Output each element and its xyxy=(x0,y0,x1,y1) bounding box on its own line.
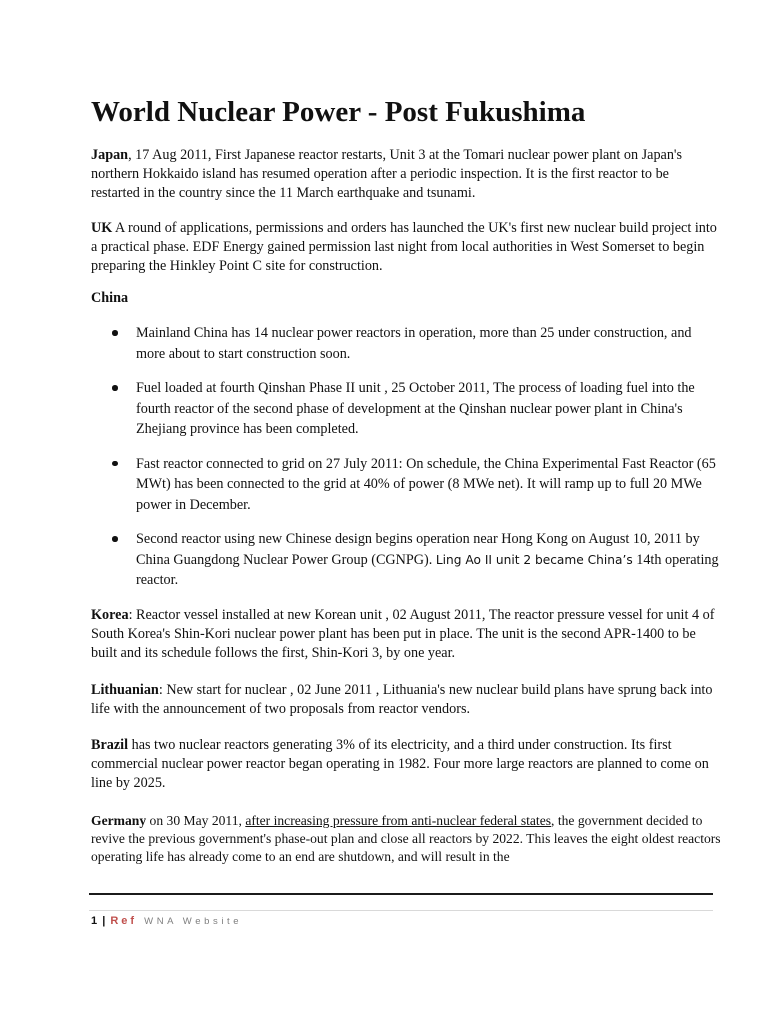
country-label-uk: UK xyxy=(91,220,113,236)
paragraph-japan-text: , 17 Aug 2011, First Japanese reactor restarts, Unit 3 at the Tomari nuclear power plant on Japan's northern Hokkaido island has resumed operation after a periodic inspection. It is the first reactor to be restarted in the country since the 11 March earthquake and tsunami. xyxy=(91,147,683,201)
paragraph-korea xyxy=(91,606,721,663)
bullet-dot-icon xyxy=(112,385,118,391)
page-footer xyxy=(91,913,242,930)
germany-underlined-phrase: after increasing pressure from anti-nuclear federal states xyxy=(245,813,552,828)
footer-divider-thin xyxy=(89,910,713,911)
paragraph-japan xyxy=(91,146,721,203)
bullet-dot-icon xyxy=(112,330,118,336)
paragraph-uk xyxy=(91,219,721,276)
paragraph-germany-text-end: , the government decided to revive the previous government's phase-out plan and close all reactors by 2022. This leaves the eight oldest reactors operating life has already come to an end are shutdown, and will result in the xyxy=(91,813,721,864)
list-item-text-sans: Ling Ao II unit 2 became China’s xyxy=(435,552,633,567)
china-bullet-list xyxy=(91,323,731,605)
paragraph-lithuania-text: : New start for nuclear , 02 June 2011 , Lithuania's new nuclear build plans have sprung back into life with the announcement of two proposals from reactor vendors. xyxy=(91,682,713,717)
page-number: 1 xyxy=(91,915,98,927)
paragraph-brazil-text: has two nuclear reactors generating 3% of its electricity, and a third under construction. Its first commercial nuclear power reactor began operating in 1982. Four more large reactors are planned to come on line by 2025. xyxy=(91,737,709,791)
list-item-text: Mainland China has 14 nuclear power reactors in operation, more than 25 under construction, and more about to start construction soon. xyxy=(136,325,692,362)
list-item xyxy=(91,454,721,516)
country-label-germany: Germany xyxy=(91,813,147,828)
bullet-dot-icon xyxy=(112,536,118,542)
bullet-dot-icon xyxy=(112,461,118,467)
paragraph-germany xyxy=(91,812,731,866)
list-item xyxy=(91,378,721,440)
country-label-korea: Korea xyxy=(91,607,129,623)
paragraph-korea-text: : Reactor vessel installed at new Korean unit , 02 August 2011, The reactor pressure vessel for unit 4 of South Korea's Shin-Kori nuclear power plant has been put in place. The unit is the second APR-1400 to be built and its schedule follows the first, Shin-Kori 3, by one year. xyxy=(91,607,715,661)
list-item xyxy=(91,323,721,364)
paragraph-uk-text: A round of applications, permissions and orders has launched the UK's first new nuclear build project into a practical phase. EDF Energy gained permission last night from local authorities in West Somerset to begin preparing the Hinkley Point C site for construction. xyxy=(91,220,717,274)
country-label-japan: Japan xyxy=(91,147,129,163)
footer-ref-label: Ref xyxy=(110,915,138,927)
country-label-lithuania: Lithuanian xyxy=(91,682,159,698)
list-item-text: Second reactor using new Chinese design begins operation near Hong Kong on August 10, 2011 by China Guangdong Nuclear Power Group (CGNPG). xyxy=(136,531,700,568)
page-title: World Nuclear Power - Post Fukushima xyxy=(91,96,586,128)
paragraph-lithuania xyxy=(91,681,721,719)
list-item-text: Fuel loaded at fourth Qinshan Phase II unit , 25 October 2011, The process of loading fuel into the fourth reactor of the second phase of development at the Qinshan nuclear power plant in China's Zhejiang province has been completed. xyxy=(136,380,695,437)
list-item xyxy=(91,529,721,591)
list-item-text-end: 14th operating reactor. xyxy=(136,551,719,588)
paragraph-brazil xyxy=(91,736,721,793)
footer-separator: | xyxy=(102,915,106,927)
footer-divider xyxy=(89,893,713,895)
footer-source: WNA Website xyxy=(144,916,243,927)
country-label-brazil: Brazil xyxy=(91,737,129,753)
country-label-china: China xyxy=(91,290,129,306)
paragraph-germany-text: on 30 May 2011, xyxy=(146,813,246,828)
list-item-text: Fast reactor connected to grid on 27 July 2011: On schedule, the China Experimental Fast Reactor (65 MWt) has been connected to the grid at 40% of power (8 MWe net). It will ramp up to full 20 MWe power in December. xyxy=(136,455,716,513)
